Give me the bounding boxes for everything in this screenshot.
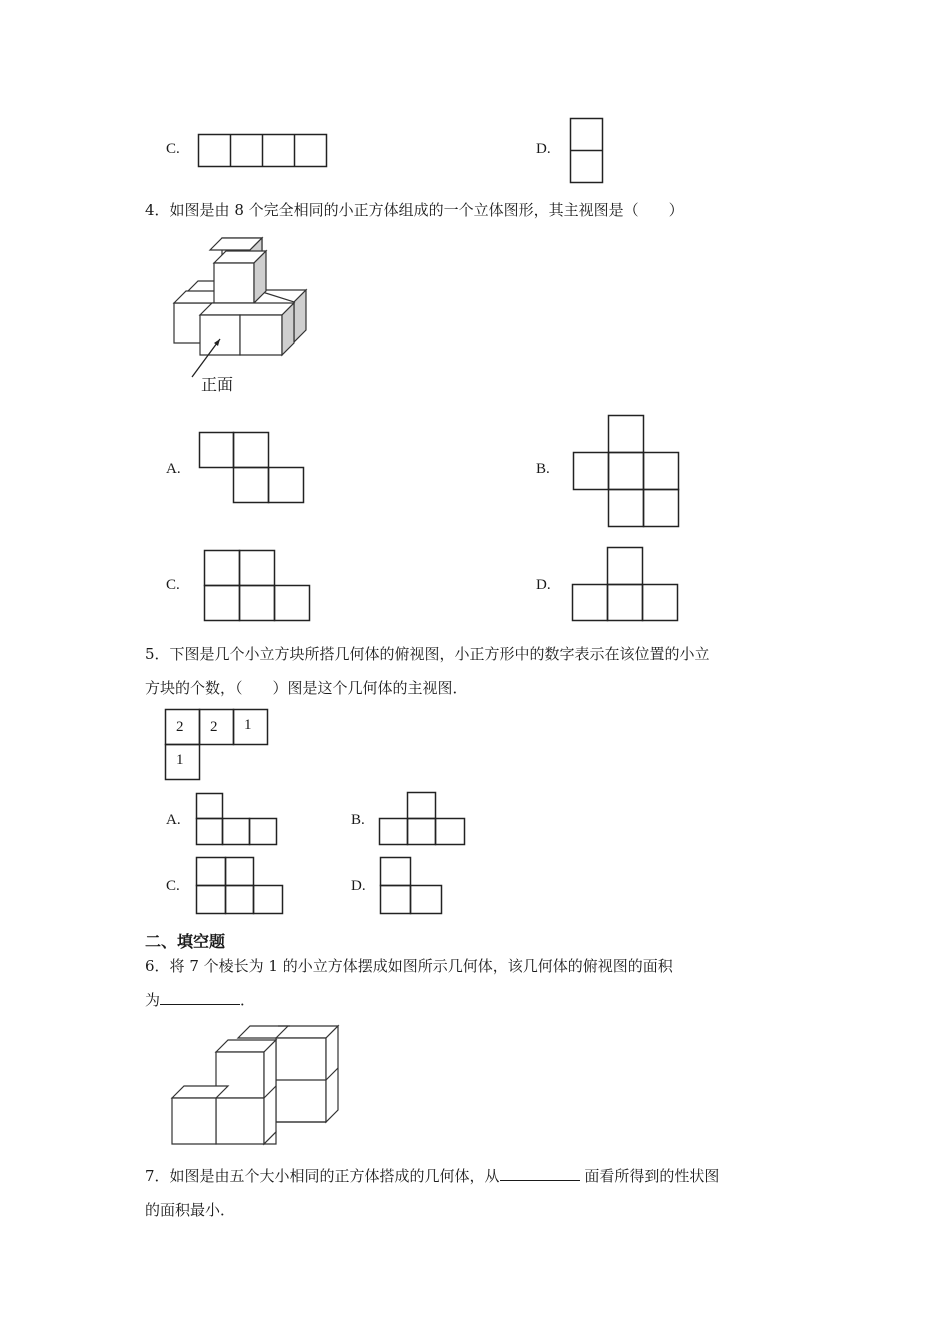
q6-answer-blank[interactable]	[160, 990, 240, 1005]
q5-option-a-figure	[196, 793, 278, 846]
q7-number: 7．	[145, 1167, 170, 1185]
q4-option-c-figure	[204, 550, 310, 622]
q4-option-a-figure	[199, 432, 305, 504]
q5-option-b-label: B.	[351, 812, 365, 828]
q4-option-d-figure	[572, 547, 679, 622]
q4-option-d-label: D.	[536, 577, 551, 593]
q7-text-suffix: 面看所得到的性状图	[579, 1167, 720, 1185]
q3-option-c-figure	[198, 134, 328, 168]
q6-solid-figure	[170, 1024, 340, 1148]
q6-number: 6．	[145, 957, 170, 975]
q5-option-b-figure	[379, 792, 466, 846]
q4-solid-figure	[170, 235, 320, 395]
q7-question-line2: 的面积最小．	[145, 1201, 236, 1219]
q5-grid-cell: 1	[244, 717, 252, 733]
q4-question	[145, 199, 684, 220]
q5-text-line1: 下图是几个小立方块所搭几何体的俯视图，小正方形中的数字表示在该位置的小立	[169, 645, 710, 663]
q4-option-b-label: B.	[536, 461, 550, 477]
q4-option-c-label: C.	[166, 577, 180, 593]
q5-option-a-label: A.	[166, 812, 181, 828]
q6-text-prefix: 为	[145, 991, 161, 1009]
q5-option-c-figure	[196, 857, 284, 915]
q7-question-line1	[145, 1165, 719, 1186]
q7-answer-blank[interactable]	[500, 1166, 580, 1181]
section-title: 二、填空题	[145, 932, 226, 951]
q5-question-line1	[145, 643, 710, 664]
q5-question-line2: 方块的个数，（ ）图是这个几何体的主视图．	[145, 679, 468, 697]
q5-grid-cell: 1	[176, 752, 184, 768]
q5-grid-cell: 2	[176, 719, 184, 735]
q6-question-line2	[145, 989, 255, 1010]
q5-option-c-label: C.	[166, 878, 180, 894]
q3-option-d-label: D.	[536, 141, 551, 157]
q5-option-d-figure	[380, 857, 443, 915]
q4-text: 如图是由 8 个完全相同的小正方体组成的一个立体图形，其主视图是（ ）	[169, 201, 684, 219]
q3-option-d-figure	[570, 118, 604, 184]
q4-number: 4．	[145, 201, 170, 219]
q5-option-d-label: D.	[351, 878, 366, 894]
q4-front-label: 正面	[201, 375, 234, 394]
q5-grid-cell: 2	[210, 719, 218, 735]
q6-text-suffix: ．	[240, 991, 256, 1009]
q5-number: 5．	[145, 645, 170, 663]
q7-text-prefix: 如图是由五个大小相同的正方体搭成的几何体，从	[169, 1167, 500, 1185]
q6-text-line1: 将 7 个棱长为 1 的小立方体摆成如图所示几何体，该几何体的俯视图的面积	[169, 957, 673, 975]
q6-question-line1	[145, 955, 673, 976]
q4-option-a-label: A.	[166, 461, 181, 477]
q3-option-c-label: C.	[166, 141, 180, 157]
q4-option-b-figure	[573, 415, 680, 527]
